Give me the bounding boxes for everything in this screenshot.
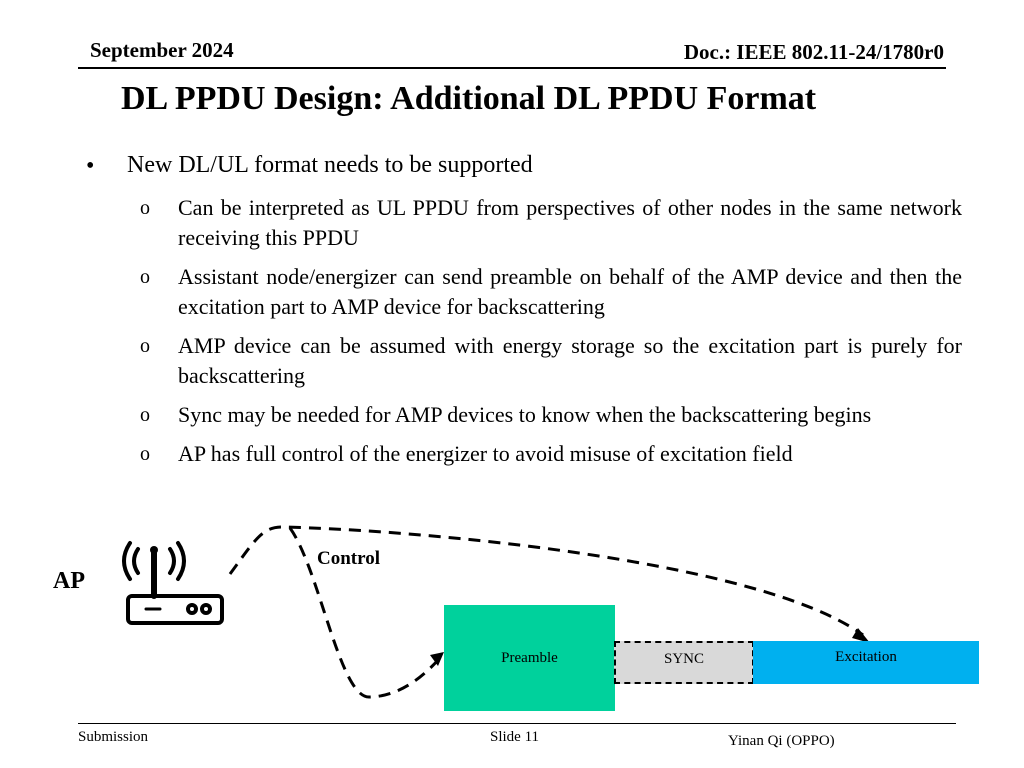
sub-bullet-marker: o — [140, 335, 150, 357]
ap-label: AP — [53, 568, 85, 594]
sub-bullet-text: Assistant node/energizer can send preamble on behalf of the AMP device and then the excitation part to AMP device for backscattering — [178, 264, 962, 319]
main-bullet: New DL/UL format needs to be supported — [127, 152, 533, 178]
header-doc-id: Doc.: IEEE 802.11-24/1780r0 — [683, 40, 944, 64]
sub-bullet-marker: o — [140, 443, 150, 465]
sub-bullet-text: Sync may be needed for AMP devices to know when the backscattering begins — [178, 402, 872, 427]
footer-submission: Submission — [78, 729, 149, 745]
sub-bullet-text: Can be interpreted as UL PPDU from perspectives of other nodes in the same network receiving this PPDU — [178, 195, 962, 250]
sub-bullet-marker: o — [140, 266, 150, 288]
sub-bullet-marker: o — [140, 197, 150, 219]
excitation-field: Excitation — [753, 641, 979, 684]
preamble-field: Preamble — [444, 605, 615, 711]
sub-bullet-marker: o — [140, 404, 150, 426]
footer-author: Yinan Qi (OPPO) — [728, 733, 835, 749]
sync-field: SYNC — [614, 641, 754, 684]
router-icon — [124, 543, 222, 623]
slide-title: DL PPDU Design: Additional DL PPDU Format — [121, 80, 817, 117]
header-date: September 2024 — [90, 38, 234, 62]
footer-slide-number: Slide 11 — [490, 729, 540, 745]
arrowhead-preamble — [430, 652, 444, 666]
bullet-marker: • — [86, 153, 95, 179]
control-label: Control — [317, 548, 380, 569]
footer-divider — [78, 723, 956, 724]
sub-bullet-text: AMP device can be assumed with energy storage so the excitation part is purely for backscattering — [178, 333, 962, 388]
sub-bullet-text: AP has full control of the energizer to avoid misuse of excitation field — [178, 441, 793, 466]
